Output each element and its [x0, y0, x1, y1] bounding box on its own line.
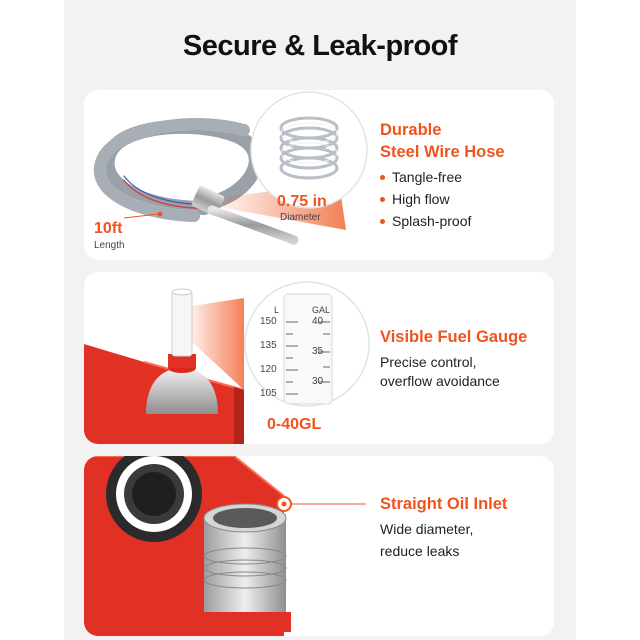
feature-card-hose [84, 90, 554, 260]
gauge-heading: Visible Fuel Gauge [380, 328, 528, 346]
bullet-dot-icon [380, 175, 385, 180]
bullet-item [380, 166, 471, 188]
gauge-tick-right: 35 [312, 346, 324, 357]
gauge-unit-right: GAL [312, 305, 331, 315]
bullet-item [380, 188, 471, 210]
page-title: Secure & Leak-proof [182, 30, 458, 62]
inlet-illustration [84, 456, 554, 636]
feature-card-gauge [84, 272, 554, 444]
gauge-tick-left: 135 [260, 340, 277, 351]
hose-bullet-list [380, 166, 471, 232]
bullet-dot-icon [380, 219, 385, 224]
length-value: 10ft [94, 220, 123, 237]
gauge-unit-left: L [274, 305, 280, 315]
inlet-body-line2: reduce leaks [380, 543, 460, 559]
bullet-text: Tangle-free [392, 169, 463, 185]
inlet-body-line1: Wide diameter, [380, 521, 474, 537]
bullet-text: Splash-proof [392, 213, 472, 229]
gauge-body-line2: overflow avoidance [380, 373, 500, 389]
hose-heading-line1: Durable [380, 121, 442, 139]
bullet-text: High flow [392, 191, 450, 207]
length-label: Length [94, 240, 125, 251]
hose-heading-line2: Steel Wire Hose [380, 143, 505, 161]
gauge-tick-right: 40 [312, 316, 324, 327]
gauge-body-line1: Precise control, [380, 354, 477, 370]
diameter-label: Diameter [280, 212, 321, 223]
diameter-value: 0.75 in [277, 193, 327, 210]
hose-illustration [84, 90, 554, 260]
inlet-heading: Straight Oil Inlet [380, 495, 508, 513]
bullet-item [380, 210, 471, 232]
bullet-dot-icon [380, 197, 385, 202]
gauge-tick-left: 120 [260, 364, 277, 375]
feature-card-inlet [84, 456, 554, 636]
gauge-tick-right: 30 [312, 376, 324, 387]
gauge-tick-left: 150 [260, 316, 277, 327]
gauge-tick-left: 105 [260, 388, 277, 399]
gauge-range-label: 0-40GL [267, 416, 322, 433]
